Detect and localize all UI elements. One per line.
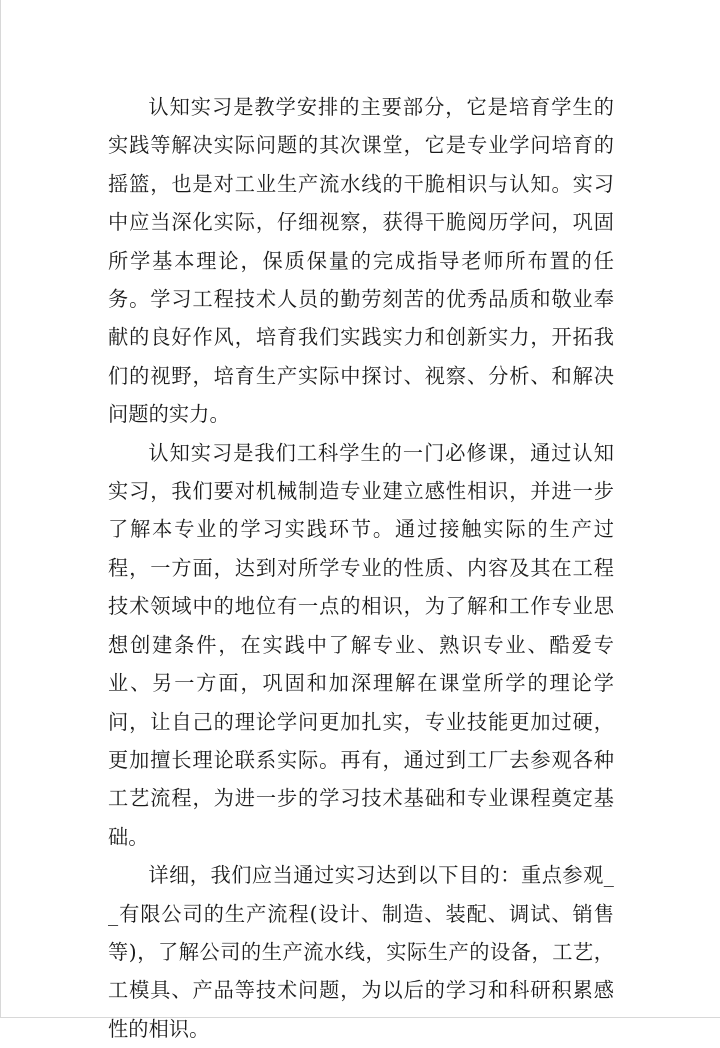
page-border-left: [0, 0, 1, 1018]
paragraph-1: 认知实习是教学安排的主要部分，它是培育学生的实践等解决实际问题的其次课堂，它是专业学问培育的摇篮，也是对工业生产流水线的干脆相识与认知。实习中应当深化实际，仔细视察，获得干脆阅历学问，巩固所学基本理论，保质保量的完成指导老师所布置的任务。学习工程技术人员的勤劳刻苦的优秀品质和敬业奉献的良好作风，培育我们实践实力和创新实力，开拓我们的视野，培育生产实际中探讨、视察、分析、和解决问题的实力。: [108, 95, 614, 427]
paragraph-2: 认知实习是我们工科学生的一门必修课，通过认知实习，我们要对机械制造专业建立感性相识，并进一步了解本专业的学习实践环节。通过接触实际的生产过程，一方面，达到对所学专业的性质、内容及其在工程技术领域中的地位有一点的相识，为了解和工作专业思想创建条件，在实践中了解专业、熟识专业、酷爱专业、另一方面，巩固和加深理解在课堂所学的理论学问，让自己的理论学问更加扎实，专业技能更加过硬，更加擅长理论联系实际。再有，通过到工厂去参观各种工艺流程，为进一步的学习技术基础和专业课程奠定基础。: [108, 440, 614, 849]
paragraph-3: 详细，我们应当通过实习达到以下目的：重点参观__有限公司的生产流程(设计、制造、装配、调试、销售等)，了解公司的生产流水线，实际生产的设备，工艺，工模具、产品等技术问题，为以后的学习和科研积累感性的相识。: [108, 863, 614, 1041]
document-body: [108, 88, 614, 1048]
